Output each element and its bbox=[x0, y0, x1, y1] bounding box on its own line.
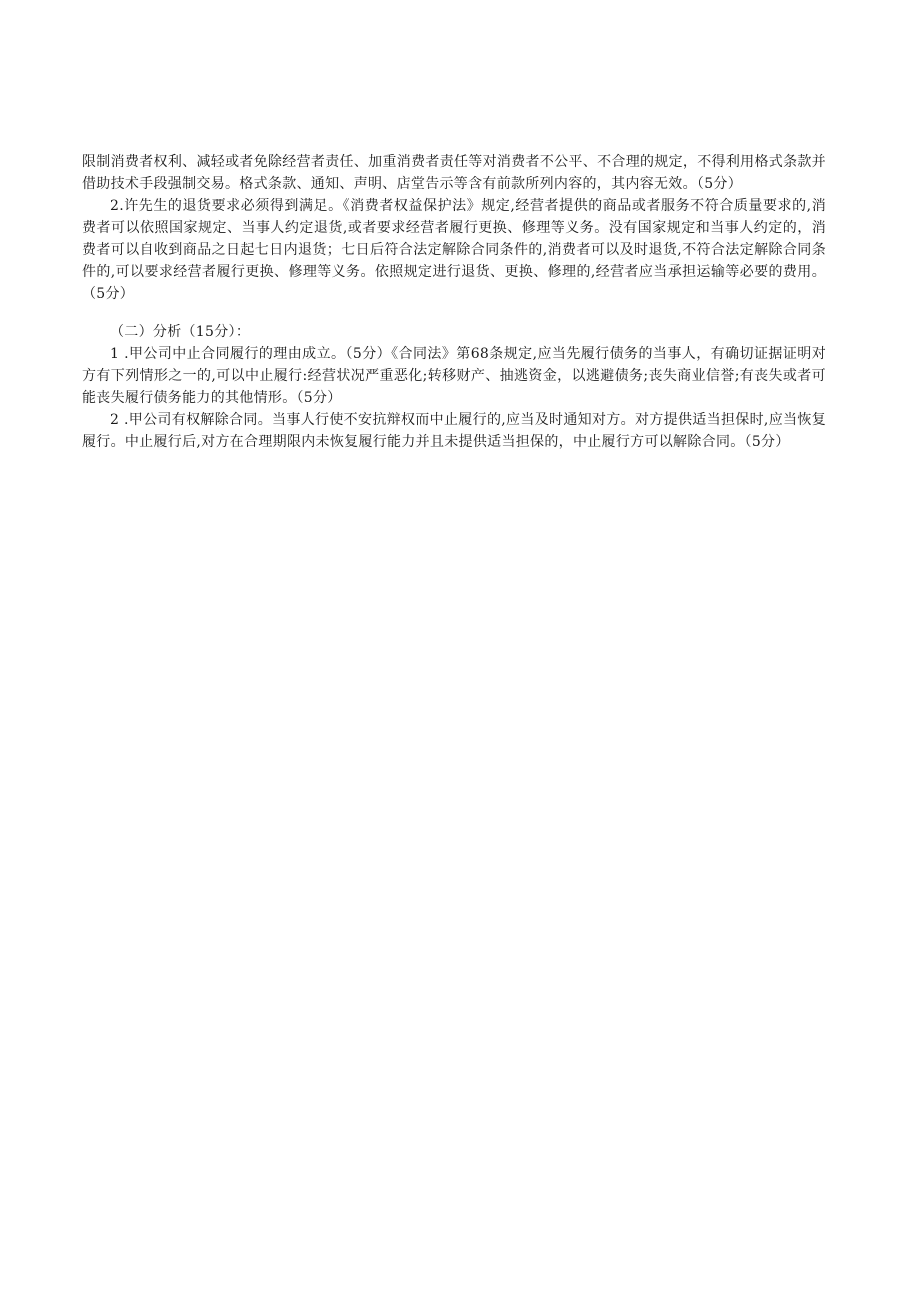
suspension-reason-paragraph: 1 .甲公司中止合同履行的理由成立。（5分）《合同法》第68条规定,应当先履行债务的当事人，有确切证据证明对方有下列情形之一的,可以中止履行:经营状况严重恶化;转移财产、抽逃资金，以逃避债务;丧失商业信誉;有丧失或者可能丧失履行债务能力的其他情形。（5分） bbox=[82, 346, 826, 406]
document-body bbox=[82, 151, 826, 453]
analysis-section-heading: （二）分析（15分）： bbox=[110, 324, 251, 340]
contract-termination-paragraph: 2 .甲公司有权解除合同。当事人行使不安抗辩权而中止履行的,应当及时通知对方。对方提供适当担保时,应当恢复履行。中止履行后,对方在合理期限内未恢复履行能力并且未提供适当担保的，中止履行方可以解除合同。（5分） bbox=[82, 412, 826, 450]
refund-requirement-paragraph: 2.许先生的退货要求必须得到满足。《消费者权益保护法》规定,经营者提供的商品或者服务不符合质量要求的,消费者可以依照国家规定、当事人约定退货,或者要求经营者履行更换、修理等义务。没有国家规定和当事人约定的，消费者可以自收到商品之日起七日内退货；七日后符合法定解除合同条件的,消费者可以及时退货,不符合法定解除合同条件的,可以要求经营者履行更换、修理等义务。依照规定进行退货、更换、修理的,经营者应当承担运输等必要的费用。（5分） bbox=[82, 198, 826, 302]
consumer-format-clause-paragraph: 限制消费者权利、减轻或者免除经营者责任、加重消费者责任等对消费者不公平、不合理的规定，不得利用格式条款并借助技术手段强制交易。格式条款、通知、声明、店堂告示等含有前款所列内容的，其内容无效。（5分） bbox=[82, 154, 826, 192]
